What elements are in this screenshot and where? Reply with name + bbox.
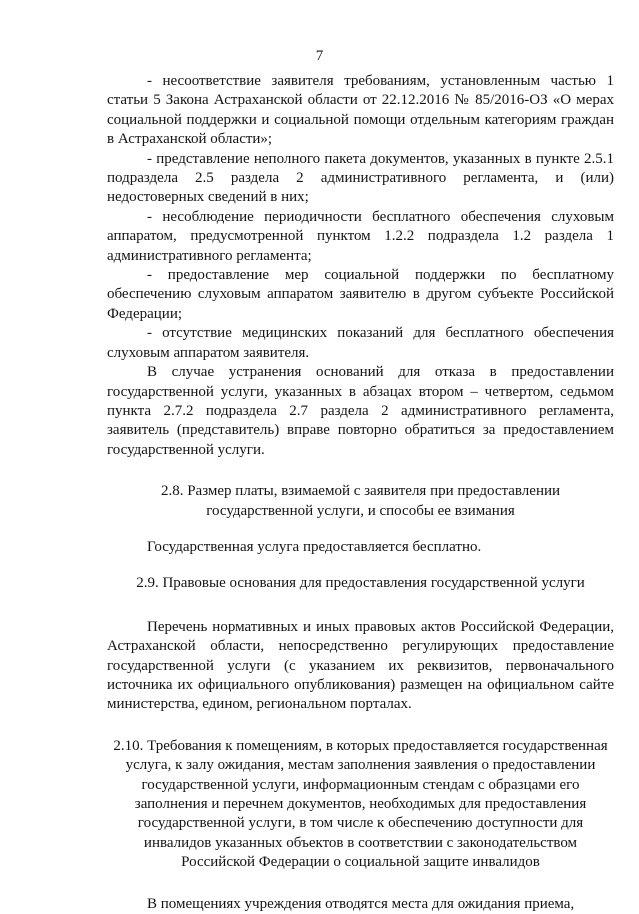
page-number: 7 [315, 48, 324, 64]
paragraph-reapply: В случае устранения оснований для отказа в предоставлении государственной услуги, указанных в абзацах втором – четвертом, седьмом пункта 2.7.2 подраздела 2.7 раздела 2 административного регламента, заявитель (представитель) вправе повторно обратиться за предоставлением государственной услуги. [107, 364, 614, 458]
heading-line: Российской Федерации о социальной защите инвалидов [181, 854, 540, 871]
heading-line: государственной услуги, и способы ее взимания [206, 502, 515, 519]
heading-line: государственной услуги, в том числе к обеспечению доступности для [137, 815, 584, 832]
paragraph-free-service: Государственная услуга предоставляется бесплатно. [147, 538, 482, 555]
paragraph-criterion-4: - предоставление мер социальной поддержки по бесплатному обеспечению слуховым аппаратом заявителю в другом субъекте Российской Федерации; [107, 267, 614, 322]
spacer [107, 460, 614, 482]
spacer [107, 557, 614, 574]
section-heading-2-8 [107, 482, 614, 521]
paragraph-criterion-3: - несоблюдение периодичности бесплатного обеспечения слуховым аппаратом, предусмотренной пунктом 1.2.2 подраздела 1.2 раздела 1 административного регламента; [107, 208, 614, 264]
heading-line: заполнения и перечнем документов, необходимых для предоставления [134, 796, 587, 812]
paragraph-legal-acts: Перечень нормативных и иных правовых актов Российской Федерации, Астраханской области, непосредственно регулирующих предоставление государственной услуги (с указанием их реквизитов, первоначального источника их официального опубликования) размещен на официальном сайте министерства, едином, региональном порталах. [107, 618, 614, 713]
spacer [107, 521, 614, 538]
heading-line: 2.10. Требования к помещениям, в которых предоставляется государственная [113, 737, 608, 754]
spacer [107, 873, 614, 895]
spacer [107, 594, 614, 618]
heading-line: 2.8. Размер платы, взимаемой с заявителя при предоставлении [160, 483, 561, 500]
document-body [107, 72, 614, 914]
heading-line: инвалидов указанных объектов в соответствии с законодательством [143, 834, 578, 851]
spacer [107, 715, 614, 737]
heading-line: услуга, к залу ожидания, местам заполнения заявления о предоставлении [125, 757, 596, 774]
paragraph-criterion-1: - несоответствие заявителя требованиям, установленным частью 1 статьи 5 Закона Астраханской области от 22.12.2016 № 85/2016-ОЗ «О мерах социальной поддержки и социальной помощи отдельным категориям граждан в Астраханской области»; [107, 73, 614, 148]
heading-line: государственной услуги, информационным стендам с образцами его [141, 776, 580, 793]
paragraph-criterion-5: - отсутствие медицинских показаний для бесплатного обеспечения слуховым аппаратом заявителя. [107, 325, 614, 361]
section-heading-2-10 [107, 737, 614, 873]
heading-line: 2.9. Правовые основания для предоставления государственной услуги [136, 575, 585, 592]
section-heading-2-9 [107, 574, 614, 593]
paragraph-criterion-2: - представление неполного пакета документов, указанных в пункте 2.5.1 подраздела 2.5 раздела 2 административного регламента, и (или) недостоверных сведений в них; [107, 150, 614, 206]
paragraph-waiting-areas: В помещениях учреждения отводятся места для ожидания приема, [147, 895, 575, 912]
